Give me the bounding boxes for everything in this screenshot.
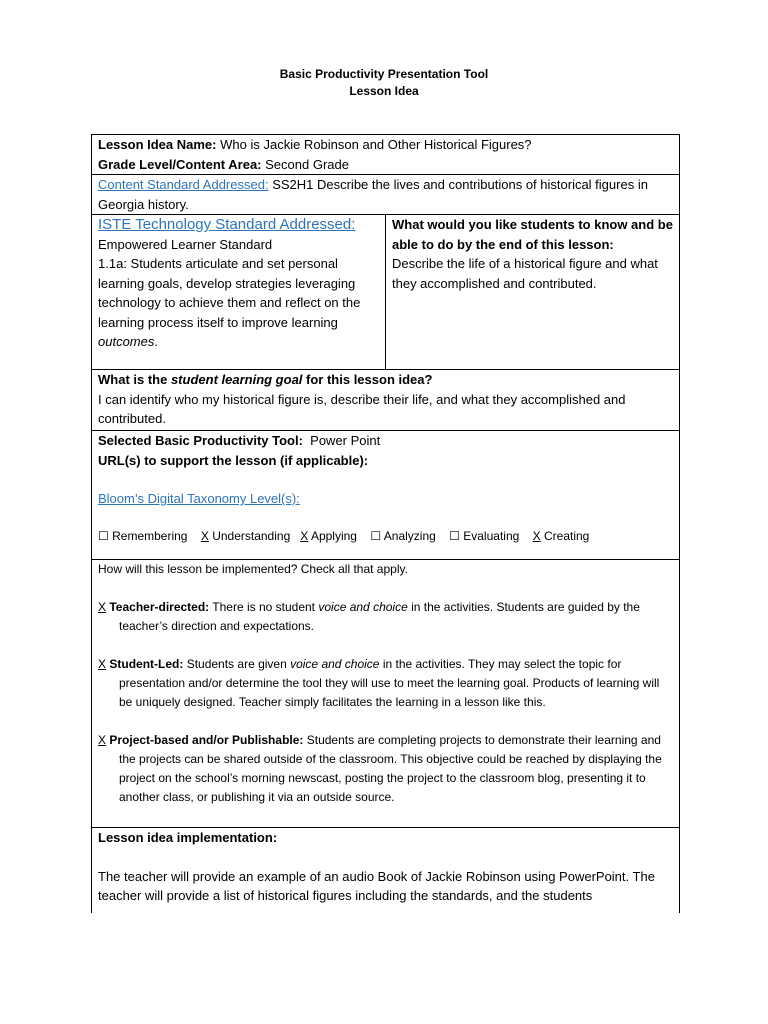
content-standard-label[interactable]: Content Standard Addressed: — [98, 177, 269, 192]
blooms-level[interactable]: ☐ Evaluating — [449, 529, 520, 543]
lesson-table — [91, 134, 680, 913]
lesson-name-value: Who is Jackie Robinson and Other Historical Figures? — [220, 137, 532, 152]
iste-standard-name: Empowered Learner Standard — [98, 236, 273, 252]
learning-goal-value: I can identify who my historical figure is, describe their life, and what they accomplished and contributed. — [98, 391, 626, 426]
row-iste-know — [92, 215, 680, 370]
blooms-level[interactable]: ☐ Analyzing — [370, 529, 436, 543]
grade-value: Second Grade — [265, 156, 349, 172]
row-implementation-checks — [92, 560, 680, 828]
blooms-level[interactable]: ☐ Remembering — [98, 529, 188, 543]
tool-value: Power Point — [310, 433, 381, 448]
content-standard-value: SS2H1 Describe the lives and contributions of historical figures in Georgia history. — [98, 177, 648, 212]
know-value: Describe the life of a historical figure and what they accomplished and contributed. — [392, 256, 658, 291]
grade-line — [98, 155, 673, 175]
implementation-question: How will this lesson be implemented? Check all that apply. — [98, 562, 408, 576]
document-title: Basic Productivity Presentation Tool — [279, 67, 489, 81]
blooms-level[interactable]: X Applying — [300, 529, 357, 543]
grade-label: Grade Level/Content Area: — [98, 156, 262, 172]
implementation-text: The teacher will provide an example of an audio Book of Jackie Robinson using PowerPoint. The teacher will provide a list of historical figures including the standards, and the students — [98, 868, 655, 903]
tool-label: Selected Basic Productivity Tool: — [98, 433, 303, 448]
document-subtitle: Lesson Idea — [349, 84, 419, 98]
url-label: URL(s) to support the lesson (if applicable): — [98, 452, 369, 468]
row-name-grade — [92, 135, 680, 175]
row-tool-blooms — [92, 431, 680, 560]
row-content-standard — [92, 175, 680, 215]
iste-standard-label[interactable]: ISTE Technology Standard Addressed: — [98, 216, 356, 233]
impl-item-project-based: X Project-based and/or Publishable: Students are completing projects to demonstrate their learning and the projects can be shared outside of the classroom. This objective could be reached by displaying the project on the school’s morning newscast, posting the project to the classroom blog, presenting it to another class, or publishing it via an outside source. — [98, 733, 662, 804]
lesson-name-label: Lesson Idea Name: — [98, 137, 217, 152]
tool-line — [98, 431, 673, 451]
row-lesson-implementation — [92, 828, 680, 914]
blooms-label[interactable]: Bloom’s Digital Taxonomy Level(s): — [98, 491, 300, 506]
implementation-label: Lesson idea implementation: — [98, 830, 278, 845]
lesson-name-line — [98, 135, 673, 155]
blooms-level[interactable]: X Understanding — [200, 529, 291, 543]
impl-item-teacher-directed: X Teacher-directed: There is no student voice and choice in the activities. Students are guided by the teacher’s direction and expectations. — [98, 600, 640, 633]
row-learning-goal — [92, 370, 680, 431]
blooms-level[interactable]: X Creating — [532, 529, 590, 543]
impl-item-student-led: X Student-Led: Students are given voice and choice in the activities. They may select the topic for presentation and/or determine the tool they will use to meet the learning goal. Products of learning will be uniquely designed. Teacher simply facilitates the learning in a lesson like this. — [98, 657, 660, 709]
know-label: What would you like students to know and be able to do by the end of this lesson: — [392, 217, 673, 252]
iste-standard-text: 1.1a: Students articulate and set personal learning goals, develop strategies leveraging technology to achieve them and reflect on the learning process itself to improve learning outcomes. — [98, 256, 361, 349]
learning-goal-label: What is the student learning goal for this lesson idea? — [98, 372, 433, 387]
blooms-levels — [98, 527, 673, 546]
